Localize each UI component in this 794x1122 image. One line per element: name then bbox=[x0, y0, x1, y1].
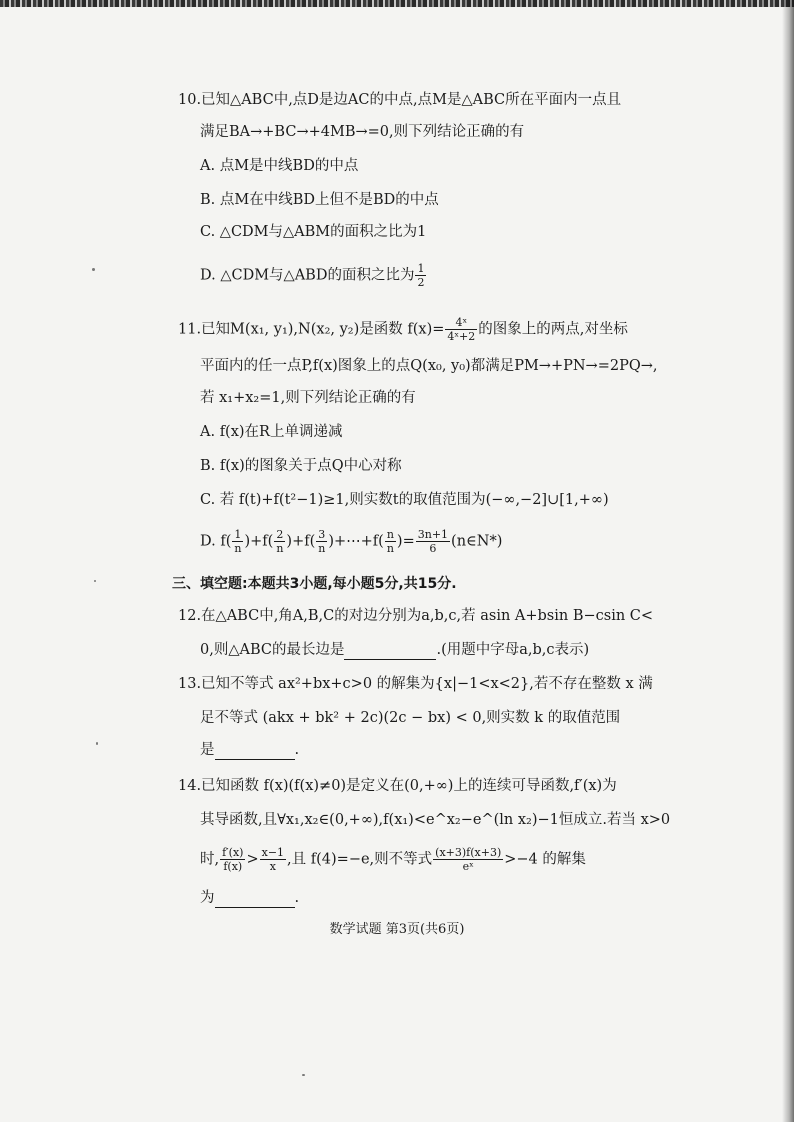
q13-line2: 足不等式 (akx + bk² + 2c)(2c − bx) < 0,则实数 k 的取值范围 bbox=[200, 710, 621, 726]
q13-l3-post: . bbox=[294, 742, 300, 758]
q11-d-frac2 bbox=[274, 528, 285, 555]
q14-f2n: x−1 bbox=[261, 846, 285, 859]
q11-d-f2n: 2 bbox=[274, 528, 285, 542]
q11-option-c: C. 若 f(t)+f(t²−1)≥1,则实数t的取值范围为(−∞,−2]∪[1,+∞) bbox=[200, 492, 609, 508]
q14-line4 bbox=[200, 888, 299, 908]
q11-l1-pre: 11.已知M(x₁, y₁),N(x₂, y₂)是函数 f(x)= bbox=[178, 321, 445, 338]
q10-line2: 满足BA→+BC→+4MB→=0,则下列结论正确的有 bbox=[200, 124, 525, 140]
q11-d-post: (n∈N*) bbox=[451, 533, 503, 550]
scan-right-edge bbox=[782, 0, 794, 1122]
q11-d-f4d: n bbox=[386, 542, 394, 555]
q11-frac-num: 4ˣ bbox=[445, 316, 477, 330]
q14-gt: > bbox=[246, 851, 259, 868]
scan-speck bbox=[302, 1074, 305, 1076]
scan-speck bbox=[94, 580, 96, 582]
q12-line1: 12.在△ABC中,角A,B,C的对边分别为a,b,c,若 asin A+bsin B−csin C< bbox=[178, 608, 654, 624]
q10-option-b: B. 点M在中线BD上但不是BD的中点 bbox=[200, 192, 439, 208]
q12-line2 bbox=[200, 640, 589, 660]
q10-option-a: A. 点M是中线BD的中点 bbox=[200, 158, 359, 174]
page-footer: 数学试题 第3页(共6页) bbox=[329, 922, 465, 937]
scan-speck bbox=[96, 742, 98, 745]
q10-option-c: C. △CDM与△ABM的面积之比为1 bbox=[200, 224, 427, 240]
q11-function-fraction bbox=[445, 316, 477, 343]
q10-d-den: 2 bbox=[417, 276, 425, 289]
q10-d-text: D. △CDM与△ABD的面积之比为 bbox=[200, 267, 415, 284]
q11-d-rn: 3n+1 bbox=[417, 528, 449, 541]
q13-answer-blank[interactable] bbox=[215, 745, 295, 760]
q14-l3-c: >−4 的解集 bbox=[504, 851, 586, 868]
q11-line3: 若 x₁+x₂=1,则下列结论正确的有 bbox=[200, 390, 416, 406]
q10-d-num: 1 bbox=[417, 262, 425, 275]
scan-top-edge bbox=[0, 0, 794, 7]
scan-speck bbox=[92, 268, 95, 271]
q11-option-b: B. f(x)的图象关于点Q中心对称 bbox=[200, 458, 402, 474]
section-3-heading: 三、填空题:本题共3小题,每小题5分,共15分. bbox=[172, 576, 457, 592]
q11-line1 bbox=[178, 316, 628, 343]
q14-frac-ratio bbox=[260, 846, 286, 873]
q12-l2-pre: 0,则△ABC的最长边是 bbox=[200, 642, 345, 658]
q12-l2-post: .(用题中字母a,b,c表示) bbox=[436, 642, 590, 658]
q11-d-f4n: n bbox=[386, 528, 394, 541]
q14-f3d: eˣ bbox=[462, 860, 474, 873]
q10-d-fraction bbox=[415, 262, 426, 289]
q14-f2d: x bbox=[269, 860, 276, 873]
q14-answer-blank[interactable] bbox=[215, 893, 295, 908]
q14-line3 bbox=[200, 846, 586, 873]
q11-d-pre: D. f bbox=[200, 533, 226, 550]
q10-line1: 10.已知△ABC中,点D是边AC的中点,点M是△ABC所在平面内一点且 bbox=[178, 92, 622, 108]
q13-line1: 13.已知不等式 ax²+bx+c>0 的解集为{x|−1<x<2},若不存在整数 x 满 bbox=[178, 676, 653, 692]
q14-f3n: (x+3)f(x+3) bbox=[435, 846, 502, 859]
q11-option-a: A. f(x)在R上单调递减 bbox=[200, 424, 343, 440]
q14-f1n: f′(x) bbox=[222, 846, 244, 859]
q11-d-f1n: 1 bbox=[232, 528, 243, 542]
q11-l1-post: 的图象上的两点,对坐标 bbox=[478, 321, 628, 338]
q11-d-f3n: 3 bbox=[316, 528, 327, 542]
q11-d-f3d: n bbox=[318, 542, 326, 555]
q13-l3-pre: 是 bbox=[200, 742, 215, 758]
q14-line1: 14.已知函数 f(x)(f(x)≠0)是定义在(0,+∞)上的连续可导函数,f′(x)为 bbox=[178, 778, 617, 794]
q14-l4-pre: 为 bbox=[200, 890, 215, 906]
q14-l4-post: . bbox=[294, 890, 300, 906]
q14-f1d: f(x) bbox=[223, 860, 243, 873]
q10-option-d bbox=[200, 262, 427, 289]
q14-l3-a: 时, bbox=[200, 851, 220, 868]
q11-d-frac3 bbox=[316, 528, 327, 555]
q11-d-result bbox=[416, 528, 450, 555]
q11-d-f2d: n bbox=[276, 542, 284, 555]
q14-frac-inequality bbox=[433, 846, 503, 873]
q13-line3 bbox=[200, 740, 299, 760]
q11-option-d: D. f( $\frac{1}{n}$ )+f( $\frac{2}{n}$ )+f( $\frac{3}{n}$ )+⋯+f( $\frac{n}{n}$ )= $\frac{3n+1}{6}$ (n∈N*) bbox=[200, 528, 503, 555]
q14-line2: 其导函数,且∀x₁,x₂∈(0,+∞),f(x₁)<e^x₂−e^(ln x₂)−1恒成立.若当 x>0 bbox=[200, 812, 671, 828]
q14-l3-b: ,且 f(4)=−e,则不等式 bbox=[287, 851, 433, 868]
q11-d-f1d: n bbox=[234, 542, 242, 555]
q11-d-frac4 bbox=[385, 528, 396, 555]
q14-frac-derivative bbox=[220, 846, 245, 873]
q11-line2: 平面内的任一点P,f(x)图象上的点Q(x₀, y₀)都满足PM→+PN→=2PQ→, bbox=[200, 358, 658, 374]
q12-answer-blank[interactable] bbox=[344, 645, 436, 660]
q11-d-frac1 bbox=[232, 528, 243, 555]
q11-d-rd: 6 bbox=[429, 542, 437, 555]
q11-frac-den: 4ˣ+2 bbox=[447, 330, 476, 343]
